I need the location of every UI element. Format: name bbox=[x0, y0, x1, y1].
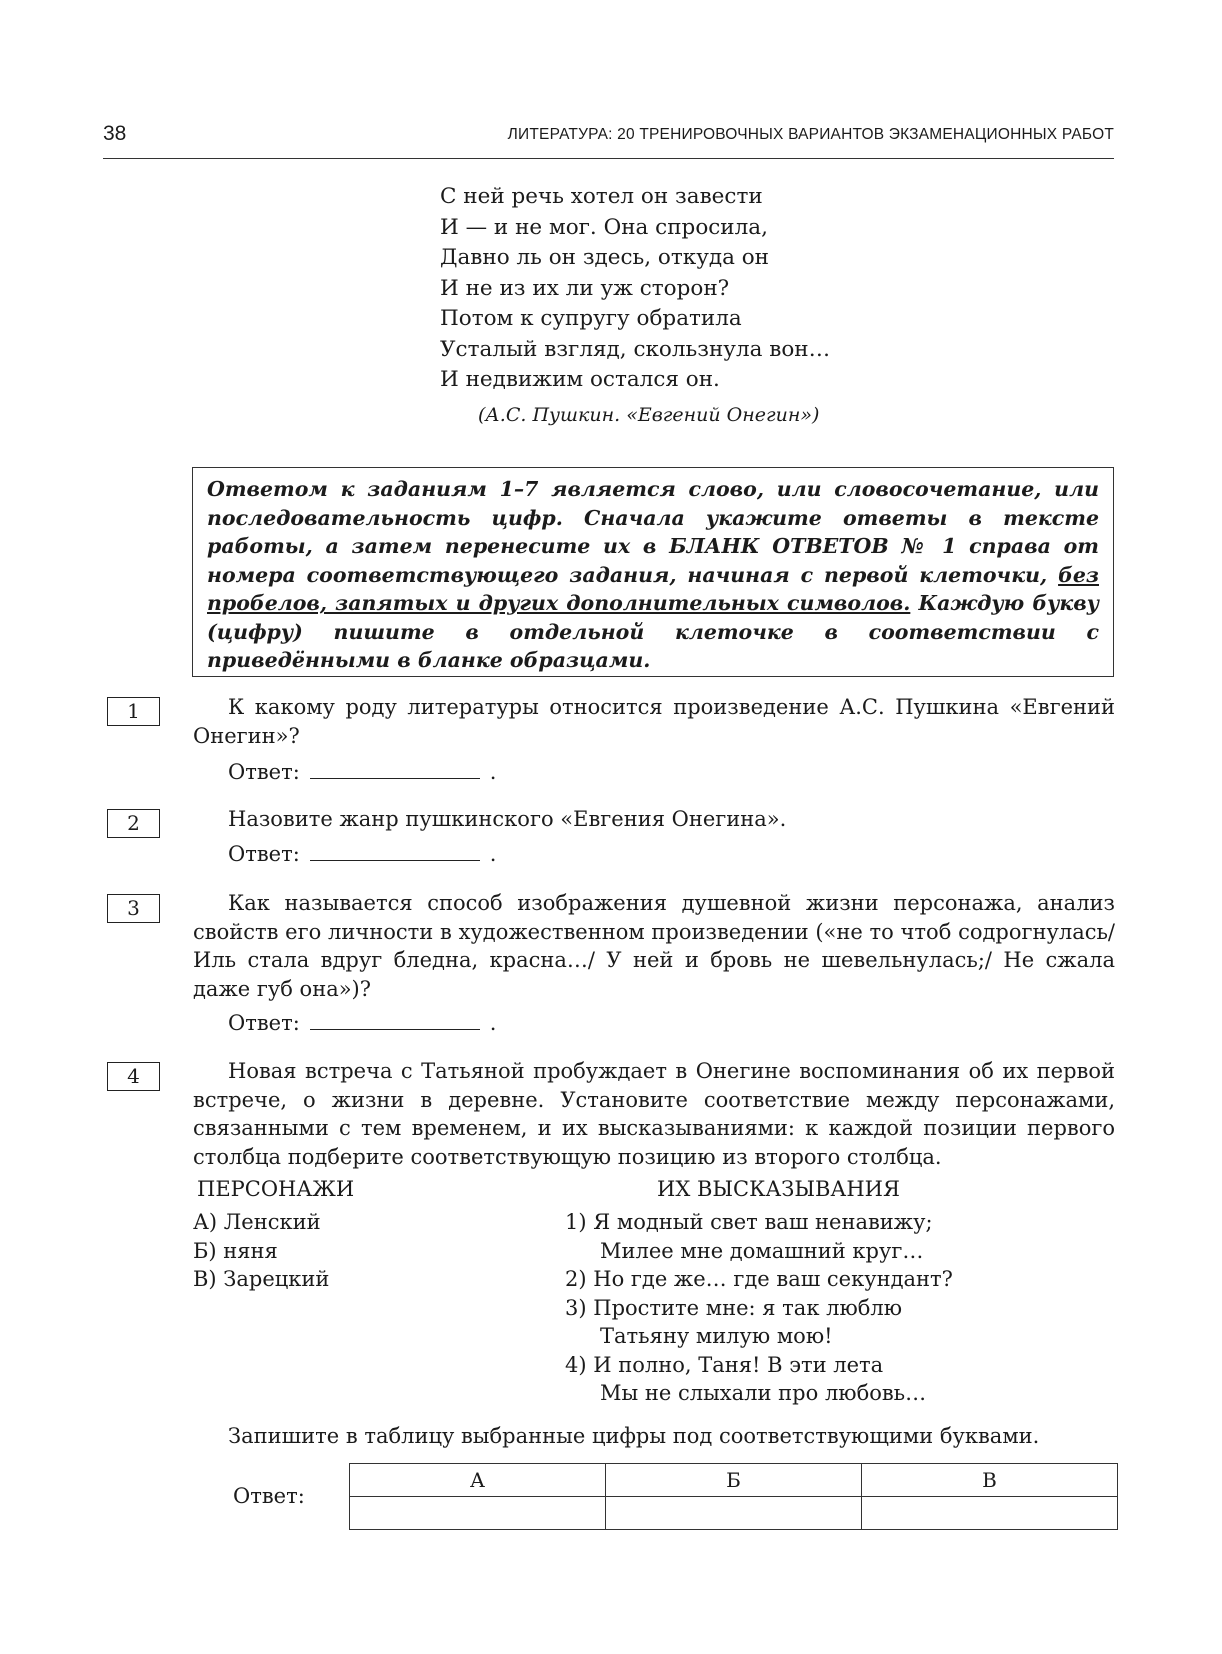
task-number-box: 1 bbox=[107, 697, 160, 726]
quote-item bbox=[565, 1265, 953, 1294]
answer-table-input-row bbox=[350, 1497, 1118, 1530]
instruction-text: Каждую букву (цифру) пишите в отдельной клеточке в соответствии с приведёнными в бланке образцами. bbox=[207, 591, 1099, 672]
character-item: А) Ленский bbox=[193, 1210, 321, 1234]
character-item: В) Зарецкий bbox=[193, 1267, 330, 1291]
task-number-box: 2 bbox=[107, 809, 160, 838]
answer-blank[interactable] bbox=[310, 856, 480, 861]
quote-line: Простите мне: я так люблю bbox=[593, 1295, 903, 1320]
instruction-box bbox=[192, 467, 1114, 677]
answer-cell-b[interactable] bbox=[606, 1497, 862, 1530]
answer-table bbox=[349, 1463, 1118, 1530]
task-3-answer: Ответ: . bbox=[228, 1011, 497, 1035]
quotes-column-header: ИХ ВЫСКАЗЫВАНИЯ bbox=[657, 1177, 900, 1201]
characters-column-header: ПЕРСОНАЖИ bbox=[197, 1177, 355, 1201]
answer-cell-a[interactable] bbox=[350, 1497, 606, 1530]
quote-label: 2) bbox=[565, 1267, 587, 1291]
task-2-answer: Ответ: . bbox=[228, 842, 497, 866]
answer-label: Ответ: bbox=[228, 842, 300, 866]
poem-line: Потом к супругу обратила bbox=[440, 306, 742, 331]
answer-label: Ответ: bbox=[228, 1011, 300, 1035]
answer-label: Ответ: bbox=[233, 1484, 305, 1508]
poem-attribution: (А.С. Пушкин. «Евгений Онегин») bbox=[478, 404, 820, 426]
quote-line: Я модный свет ваш ненавижу; bbox=[593, 1210, 933, 1234]
quote-item bbox=[565, 1208, 953, 1237]
character-item: Б) няня bbox=[193, 1238, 278, 1263]
table-instruction: Запишите в таблицу выбранные цифры под соответствующими буквами. bbox=[228, 1424, 1040, 1448]
quote-line: Мы не слыхали про любовь… bbox=[600, 1381, 927, 1405]
quote-line: Милее мне домашний круг… bbox=[600, 1238, 924, 1263]
poem-line: И не из их ли уж сторон? bbox=[440, 275, 730, 301]
page-number: 38 bbox=[103, 122, 127, 145]
answer-label: Ответ: bbox=[228, 760, 300, 784]
instruction-text: Ответом к заданиям 1–7 является слово, или словосочетание, или последовательность цифр. Сначала укажите ответы в тексте работы, а затем перенесите их в БЛАНК ОТВЕТОВ № 1 справа от номера соответствующего задания, начиная с первой клеточки, bbox=[207, 477, 1099, 587]
answer-cell-v[interactable] bbox=[862, 1497, 1118, 1530]
answer-table-header-a: А bbox=[350, 1464, 606, 1497]
poem-line: Усталый взгляд, скользнула вон… bbox=[440, 336, 831, 362]
poem-excerpt bbox=[440, 182, 830, 396]
header-rule bbox=[103, 158, 1114, 159]
instruction-underlined-text: без пробелов, запятых и других дополнительных символов. bbox=[207, 562, 1099, 615]
running-title: ЛИТЕРАТУРА: 20 ТРЕНИРОВОЧНЫХ ВАРИАНТОВ ЭКЗАМЕНАЦИОННЫХ РАБОТ bbox=[507, 126, 1114, 143]
quote-line: Но где же… где ваш секундант? bbox=[593, 1267, 953, 1291]
answer-table-header-row bbox=[350, 1464, 1118, 1497]
task-1-question: К какому роду литературы относится произведение А.С. Пушкина «Евгений Онегин»? bbox=[193, 695, 1115, 748]
answer-table-header-v: В bbox=[862, 1464, 1118, 1497]
poem-line: И недвижим остался он. bbox=[440, 367, 720, 392]
quote-line: И полно, Таня! В эти лета bbox=[593, 1352, 884, 1377]
answer-table-header-b: Б bbox=[606, 1464, 862, 1497]
quote-label: 3) bbox=[565, 1295, 587, 1320]
characters-list bbox=[193, 1208, 329, 1294]
quote-label: 4) bbox=[565, 1352, 587, 1377]
task-4-question: Новая встреча с Татьяной пробуждает в Онегине воспоминания об их первой встрече, о жизни в деревне. Установите соответствие между персонажами, связанными с тем временем, и их высказываниями: к каждой позиции первого столбца подберите соответствующую позицию из второго столбца. bbox=[193, 1059, 1115, 1169]
task-number-box: 4 bbox=[107, 1062, 160, 1091]
quote-item bbox=[565, 1294, 953, 1323]
answer-blank[interactable] bbox=[310, 774, 480, 779]
quote-label: 1) bbox=[565, 1210, 587, 1234]
task-number-box: 3 bbox=[107, 894, 160, 923]
quote-item bbox=[565, 1351, 953, 1380]
task-2-question: Назовите жанр пушкинского «Евгения Онегина». bbox=[228, 807, 787, 831]
poem-line: С ней речь хотел он завести bbox=[440, 184, 763, 209]
poem-line: Давно ль он здесь, откуда он bbox=[440, 245, 770, 270]
task-3-question: Как называется способ изображения душевной жизни персонажа, анализ свойств его личности в художественном произведении («не то чтоб содрогнулась/ Иль стала вдруг бледна, красна…/ У ней и бровь не шевельнулась;/ Не сжала даже губ она»)? bbox=[193, 891, 1115, 1001]
quotes-list bbox=[565, 1208, 953, 1408]
quote-line: Татьяну милую мою! bbox=[600, 1324, 833, 1348]
poem-line: И — и не мог. Она спросила, bbox=[440, 214, 768, 240]
task-1-answer: Ответ: . bbox=[228, 760, 497, 784]
answer-blank[interactable] bbox=[310, 1025, 480, 1030]
